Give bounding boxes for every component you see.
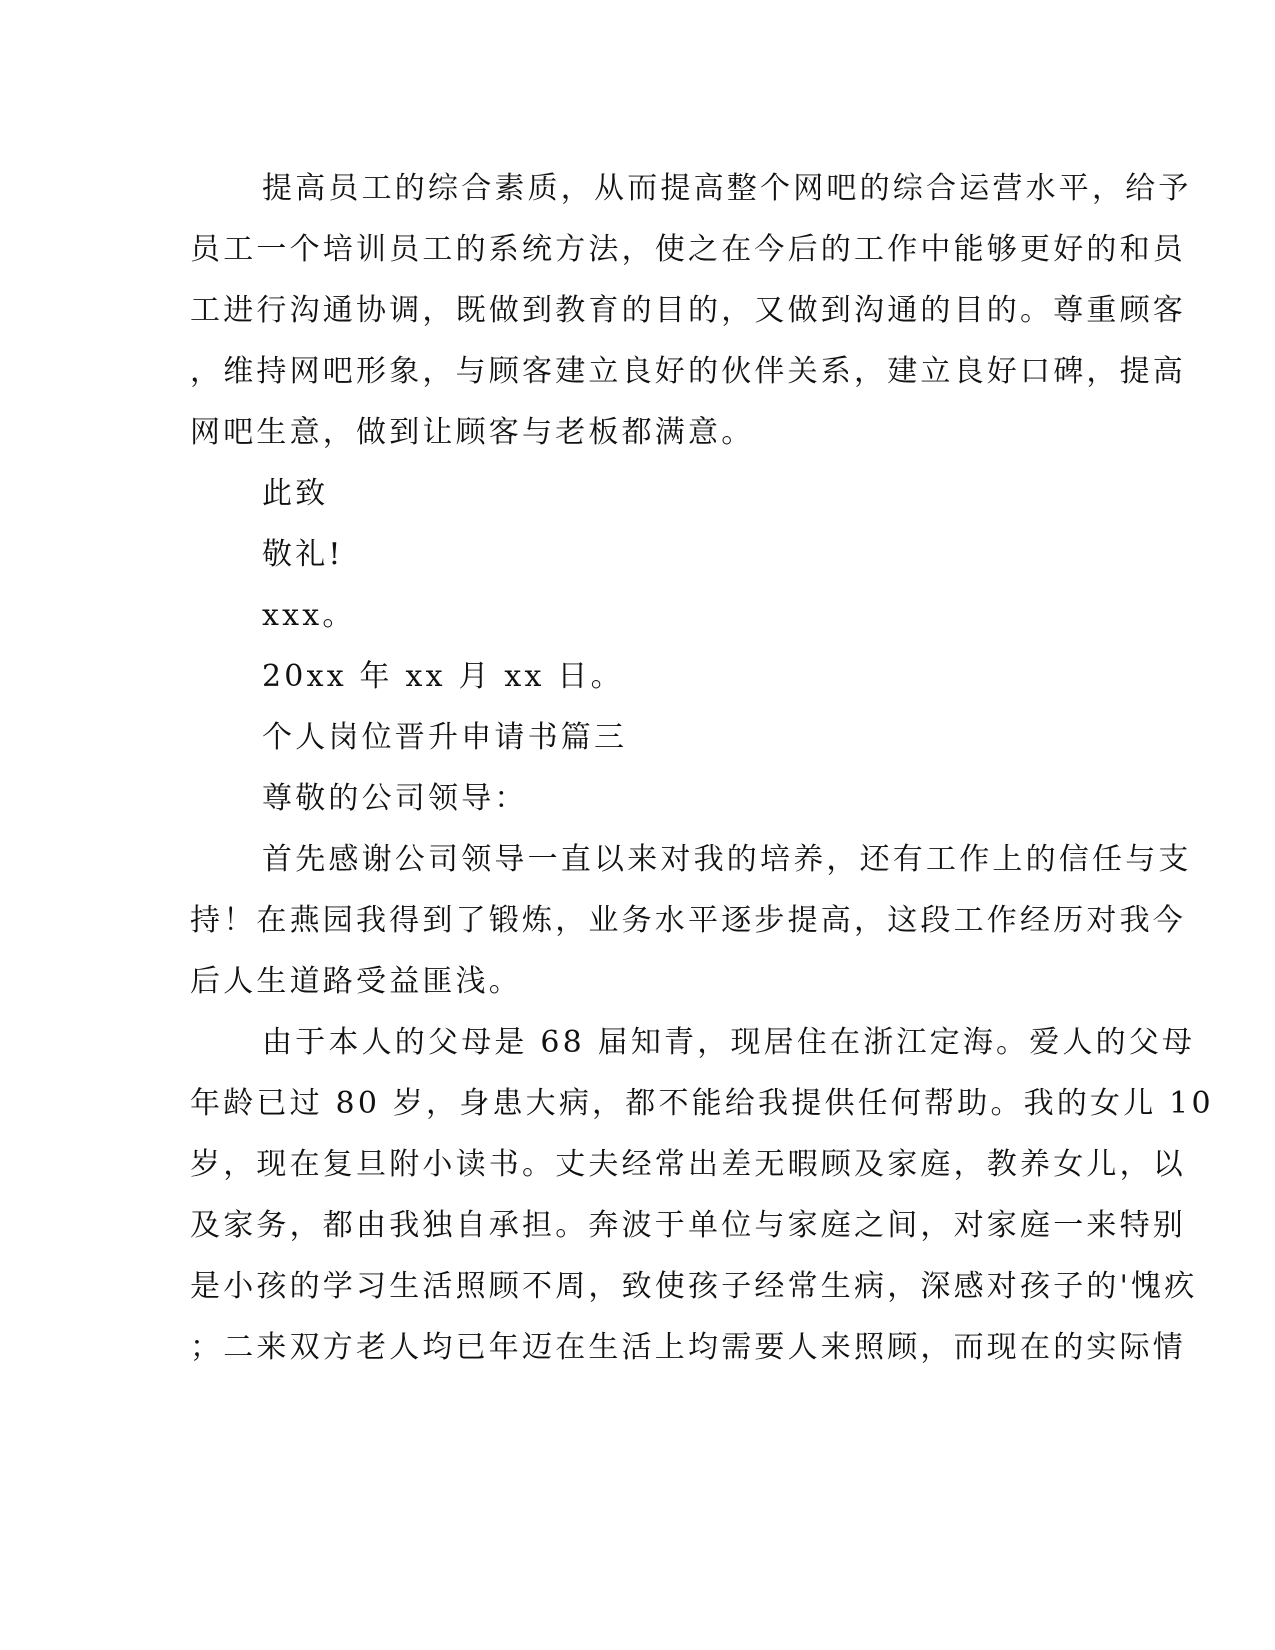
body-line: 年龄已过 80 岁，身患大病，都不能给我提供任何帮助。我的女儿 10 <box>190 1086 1214 1121</box>
body-line: 网吧生意，做到让顾客与老板都满意。 <box>190 415 755 450</box>
closing-line: 此致 <box>262 476 329 511</box>
body-line: ，维持网吧形象，与顾客建立良好的伙伴关系，建立良好口碑，提高 <box>190 354 1186 389</box>
body-line: 持！在燕园我得到了锻炼，业务水平逐步提高，这段工作经历对我今 <box>190 903 1186 938</box>
section-heading: 个人岗位晋升申请书篇三 <box>262 720 628 755</box>
body-line: ；二来双方老人均已年迈在生活上均需要人来照顾，而现在的实际情 <box>190 1330 1186 1365</box>
body-line: 后人生道路受益匪浅。 <box>190 964 522 999</box>
body-line: 首先感谢公司领导一直以来对我的培养，还有工作上的信任与支 <box>262 842 1192 877</box>
body-line: 是小孩的学习生活照顾不周，致使孩子经常生病，深感对孩子的'愧疚 <box>190 1269 1198 1304</box>
body-line: 及家务，都由我独自承担。奔波于单位与家庭之间，对家庭一来特别 <box>190 1208 1186 1243</box>
salutation-line: 敬礼! <box>262 537 344 572</box>
date-line: 20xx 年 xx 月 xx 日。 <box>262 659 624 694</box>
body-line: 由于本人的父母是 68 届知青，现居住在浙江定海。爱人的父母 <box>262 1025 1196 1060</box>
document-body <box>190 158 1214 1378</box>
body-line: 员工一个培训员工的系统方法，使之在今后的工作中能够更好的和员 <box>190 232 1186 267</box>
greeting-line: 尊敬的公司领导： <box>262 781 528 816</box>
body-line: 提高员工的综合素质，从而提高整个网吧的综合运营水平，给予 <box>262 171 1192 206</box>
body-line: 岁，现在复旦附小读书。丈夫经常出差无暇顾及家庭，教养女儿，以 <box>190 1147 1186 1182</box>
signature-line: xxx。 <box>262 598 356 633</box>
body-line: 工进行沟通协调，既做到教育的目的，又做到沟通的目的。尊重顾客 <box>190 293 1186 328</box>
